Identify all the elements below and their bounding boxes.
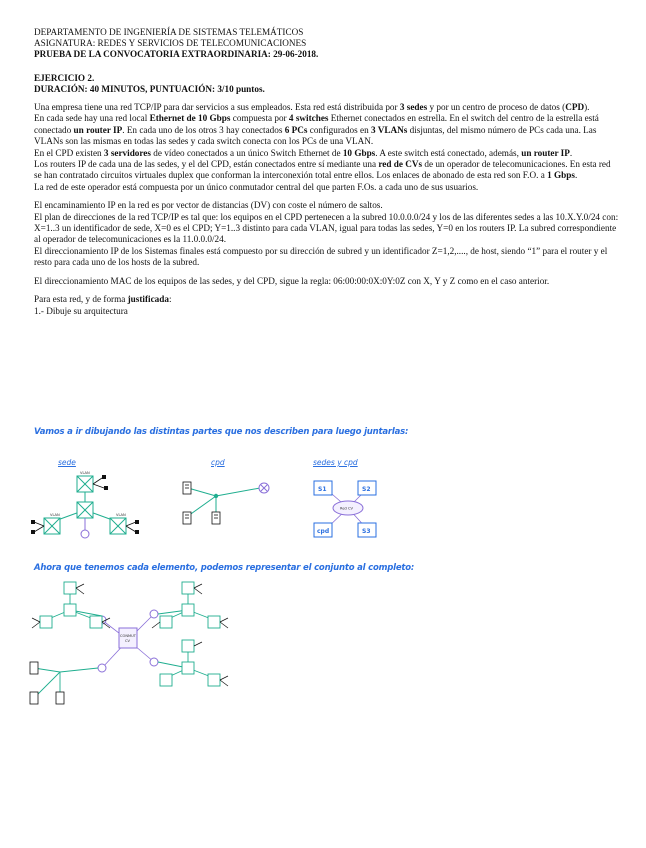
paragraph-addressing: El plan de direcciones de la red TCP/IP es tal que: los equipos en el CPD pertenecen a la subred 10.0.0.0/24 y los de las diferentes sedes a las 10.X.Y.0/24 con: X=1..3 un identificador de sede, X=0 es el CPD; Y=1..3 distinto para cada VLAN, igual para todas las sedes, Y=0 en los routers IP. La subred correspondiente al operador de telecomunicaciones es la 11.0.0.0/24. <box>34 211 619 245</box>
switch-right <box>110 518 126 534</box>
paragraph-question-intro: Para esta red, y de forma justificada: <box>34 294 172 305</box>
exercise-title: EJERCICIO 2. <box>34 73 95 83</box>
handwritten-note-2: Ahora que tenemos cada elemento, podemos representar el conjunto al completo: <box>34 563 415 573</box>
paragraph-intro: Una empresa tiene una red TCP/IP para dar servicios a sus empleados. Esta red está distribuida por 3 sedes y por un centro de proceso de datos (CPD). <box>34 102 590 112</box>
label-sede: sede <box>58 458 76 467</box>
exercise-heading <box>34 73 594 95</box>
svg-text:CONMUT: CONMUT <box>120 634 136 638</box>
cpd-diagram <box>180 474 280 534</box>
exam-line: PRUEBA DE LA CONVOCATORIA EXTRAORDINARIA: 29-06-2018. <box>34 49 319 59</box>
handwritten-note-1: Vamos a ir dibujando las distintas partes que nos describen para luego juntarlas: <box>34 427 409 437</box>
s2-label: S2 <box>362 486 371 493</box>
switch-left <box>44 518 60 534</box>
complete-diagram <box>30 576 260 716</box>
s1-label: S1 <box>318 486 327 493</box>
question-1: 1.- Dibuje su arquitectura <box>34 305 128 316</box>
paragraph-routing: El encaminamiento IP en la red es por vector de distancias (DV) con coste el número de saltos. <box>34 200 383 211</box>
server-icons <box>183 482 220 524</box>
s3-label: S3 <box>362 528 371 535</box>
label-sedes-cpd: sedes y cpd <box>313 458 358 467</box>
switch-center <box>77 502 93 518</box>
paragraph-host-id: El direccionamiento IP de los Sistemas finales está compuesto por su dirección de subred y un identificador Z=1,2,...., de host, siendo “1” para el router y el resto para cada uno de los hosts de la subred. <box>34 245 608 268</box>
switch-dot <box>214 494 218 498</box>
paragraph-sede: En cada sede hay una red local Ethernet de 10 Gbps compuesta por 4 switches Ethernet conectados en estrella. En el switch del centro de la estrella está conectado un router IP. En cada uno de los otros 3 hay conectados 6 PCs configurados en 3 VLANs disjuntas, del mismo número de PCs cada una. Las VLANs son las mismas en todas las sedes y cada switch conecta con los PCs de una VLAN. <box>34 113 599 147</box>
subject-line: ASIGNATURA: REDES Y SERVICIOS DE TELECOMUNICACIONES <box>34 38 307 48</box>
cloud-label: Red CV <box>340 506 353 511</box>
document-header <box>34 27 594 60</box>
switch-top <box>77 476 93 492</box>
svg-text:CV: CV <box>125 639 130 643</box>
paragraph-mac: El direccionamiento MAC de los equipos de las sedes, y del CPD, sigue la regla: 06:00:00:0X:0Y:0Z con X, Y y Z como en el caso anterior. <box>34 275 550 286</box>
paragraph-operator: La red de este operador está compuesta por un único conmutador central del que parten F.Os. a cada uno de sus usuarios. <box>34 181 479 192</box>
router-icon <box>81 530 89 538</box>
sedes-cpd-diagram <box>308 474 388 544</box>
statement-body <box>34 102 620 317</box>
paragraph-routers: Los routers IP de cada una de las sedes, y el del CPD, están conectados entre sí mediante una red de CVs de un operador de telecomunicaciones. En esta red se han contratado circuitos virtuales duplex que conforman la interconexión total entre ellos. Los enlaces de abonado de esta red son F.O. a 1 Gbps. <box>34 159 611 181</box>
cpd-label: cpd <box>317 528 330 535</box>
department-line: DEPARTAMENTO DE INGENIERÍA DE SISTEMAS TELEMÁTICOS <box>34 27 304 37</box>
label-cpd: cpd <box>211 458 225 467</box>
vlan-tag-left: VLAN <box>50 513 60 517</box>
exercise-duration: DURACIÓN: 40 MINUTOS, PUNTUACIÓN: 3/10 puntos. <box>34 84 265 94</box>
vlan-tag-top: VLAN <box>80 471 90 475</box>
paragraph-cpd: En el CPD existen 3 servidores de vídeo conectados a un único Switch Ethernet de 10 Gbps. A este switch está conectado, además, un router IP. <box>34 147 573 158</box>
operator-switch <box>119 628 137 648</box>
sede-diagram <box>30 470 140 550</box>
router-cpd-icon <box>259 483 269 493</box>
vlan-tag-right: VLAN <box>116 513 126 517</box>
